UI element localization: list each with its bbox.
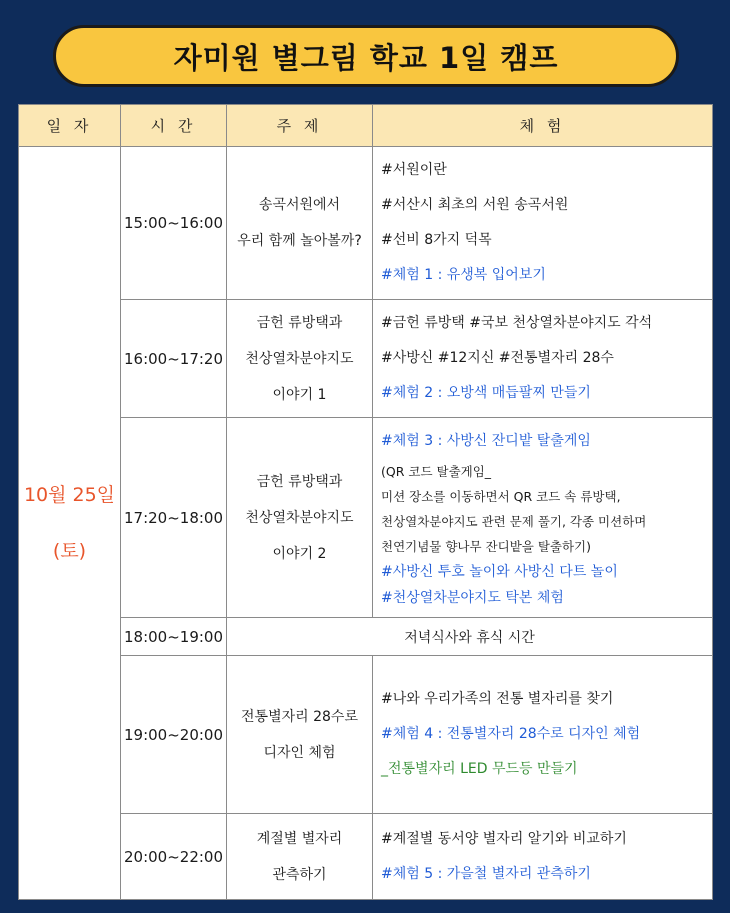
break-cell: 저녁식사와 휴식 시간 — [227, 618, 713, 656]
experience-line: #선비 8가지 덕목 — [381, 232, 492, 248]
schedule-row — [19, 656, 713, 814]
topic-line: 천상열차분야지도 — [245, 509, 354, 526]
schedule-table — [18, 104, 713, 900]
experience-cell — [373, 147, 713, 300]
time-cell: 18:00~19:00 — [121, 618, 227, 656]
experience-line: #계절별 동서양 별자리 알기와 비교하기 — [381, 830, 627, 847]
experience-line: (QR 코드 탈출게임_ — [381, 464, 492, 479]
experience-cell — [373, 656, 713, 814]
schedule-row — [19, 147, 713, 300]
topic-cell — [227, 300, 373, 418]
experience-line: #나와 우리가족의 전통 별자리를 찾기 — [381, 691, 614, 707]
experience-line: #서산시 최초의 서원 송곡서원 — [381, 197, 569, 213]
page-title: 자미원 별그림 학교 1일 캠프 — [53, 25, 679, 87]
topic-line: 금헌 류방택과 — [256, 473, 343, 490]
topic-line: 우리 함께 놀아볼까? — [237, 233, 362, 249]
header-topic: 주 제 — [227, 105, 373, 147]
experience-line: #금헌 류방택 #국보 천상열차분야지도 각석 — [381, 315, 653, 331]
experience-line: #체험 1 : 유생복 입어보기 — [381, 267, 546, 283]
time-cell: 15:00~16:00 — [121, 147, 227, 300]
footnote: * 사정에 따라 일정과 내용은 변동 될 수 있습니다. — [403, 879, 708, 895]
experience-line: #체험 4 : 전통별자리 28수로 디자인 체험 — [381, 726, 641, 742]
weekday-label: (토) — [52, 540, 87, 562]
experience-line: #사방신 #12지신 #전통별자리 28수 — [381, 350, 614, 366]
experience-line: 천연기념물 향나무 잔디밭을 탈출하기) — [381, 539, 591, 554]
experience-line: #체험 3 : 사방신 잔디밭 탈출게임 — [381, 433, 591, 449]
time-cell: 17:20~18:00 — [121, 418, 227, 618]
topic-line: 금헌 류방택과 — [256, 314, 343, 331]
experience-line: #서원이란 — [381, 162, 447, 178]
experience-line: _전통별자리 LED 무드등 만들기 — [381, 761, 578, 777]
topic-line: 송곡서원에서 — [258, 197, 341, 213]
schedule-row — [19, 418, 713, 618]
experience-line: #체험 2 : 오방색 매듭팔찌 만들기 — [381, 385, 591, 401]
experience-line: 천상열차분야지도 관련 문제 풀기, 각종 미션하며 — [381, 514, 647, 529]
experience-line: #체험 5 : 가을철 별자리 관측하기 — [381, 865, 591, 882]
header-row — [19, 105, 713, 147]
experience-line: 미션 장소를 이동하면서 QR 코드 속 류방택, — [381, 489, 621, 504]
topic-line: 관측하기 — [272, 866, 327, 883]
experience-cell — [373, 300, 713, 418]
time-cell: 19:00~20:00 — [121, 656, 227, 814]
header-time: 시 간 — [121, 105, 227, 147]
topic-line: 디자인 체험 — [263, 744, 336, 761]
experience-cell — [373, 418, 713, 618]
date-cell — [19, 147, 121, 900]
experience-line: #사방신 투호 놀이와 사방신 다트 놀이 — [381, 564, 618, 580]
topic-cell — [227, 656, 373, 814]
schedule-row — [19, 300, 713, 418]
topic-line: 이야기 2 — [272, 545, 327, 562]
topic-cell — [227, 814, 373, 900]
header-date: 일 자 — [19, 105, 121, 147]
topic-line: 계절별 별자리 — [256, 830, 343, 847]
topic-line: 전통별자리 28수로 — [241, 708, 358, 725]
header-experience: 체 험 — [373, 105, 713, 147]
schedule-row — [19, 618, 713, 656]
topic-cell — [227, 147, 373, 300]
time-cell: 20:00~22:00 — [121, 814, 227, 900]
time-cell: 16:00~17:20 — [121, 300, 227, 418]
topic-cell — [227, 418, 373, 618]
topic-line: 이야기 1 — [272, 386, 327, 403]
date-label: 10월 25일 — [23, 484, 116, 506]
topic-line: 천상열차분야지도 — [245, 350, 354, 367]
experience-line: #천상열차분야지도 탁본 체험 — [381, 590, 564, 606]
